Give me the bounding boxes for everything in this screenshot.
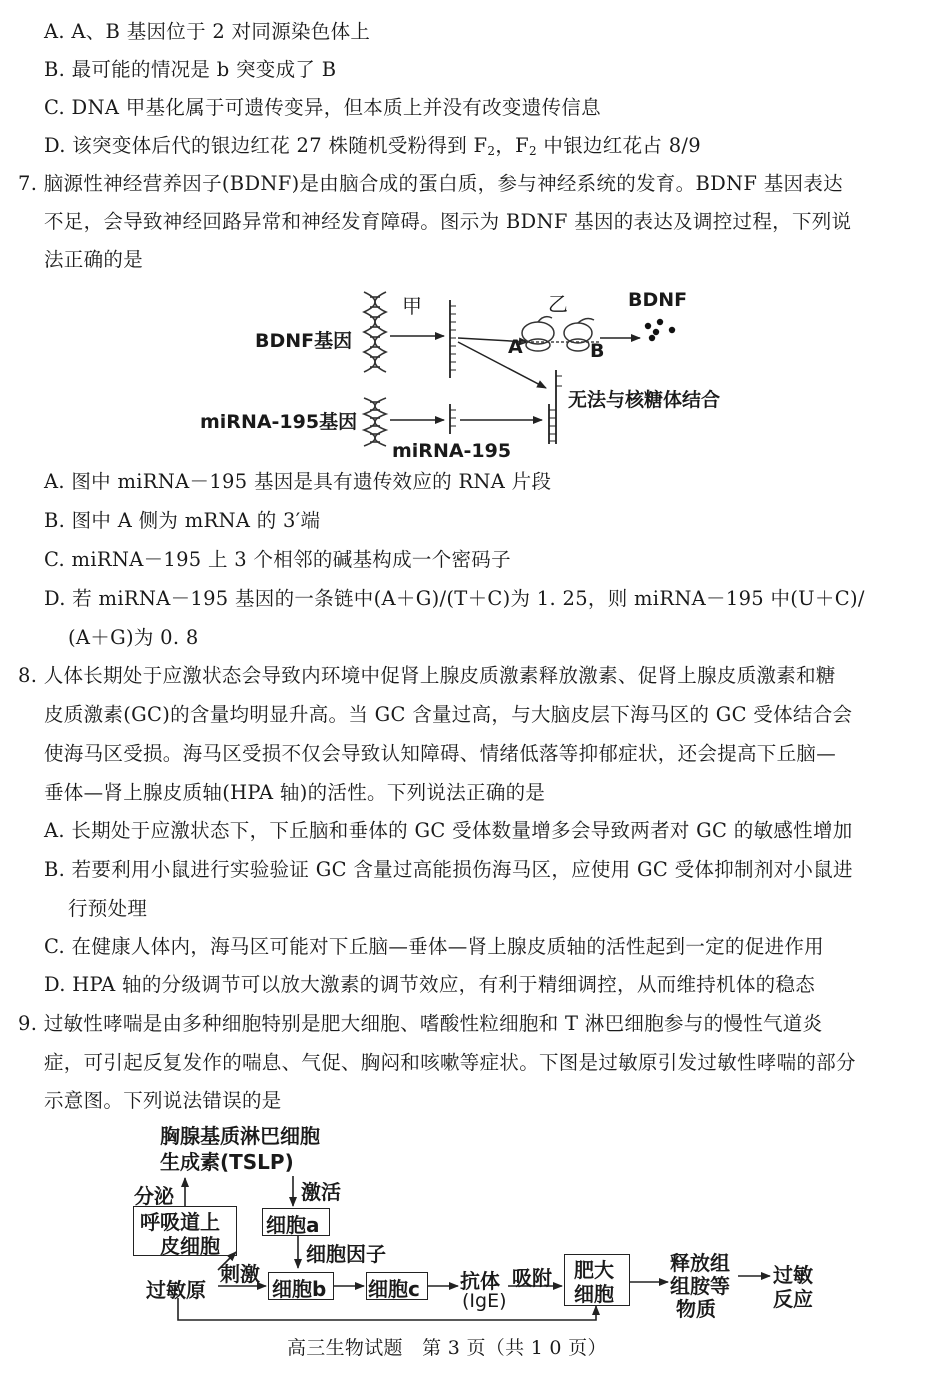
allergen-label: 过敏原 [146,1278,206,1302]
airway-label-1: 呼吸道上 [140,1210,220,1234]
q7-stem-line-1: 7. 脑源性神经营养因子(BDNF)是由脑合成的蛋白质，参与神经系统的发育。BDNF 基因表达 [18,172,843,195]
reaction-label-1: 过敏 [773,1263,813,1287]
cell-b-label: 细胞b [272,1277,327,1301]
label-no-ribosome-binding: 无法与核糖体结合 [568,389,721,411]
cell-c-label: 细胞c [368,1277,420,1301]
cytokine-label: 细胞因子 [306,1242,386,1266]
q6-option-b: B. 最可能的情况是 b 突变成了 B [44,58,337,81]
q9-stem-line-1: 9. 过敏性哮喘是由多种细胞特别是肥大细胞、嗜酸性粒细胞和 T 淋巴细胞参与的慢性气道炎 [18,1012,823,1035]
label-yi: 乙 [548,292,568,316]
q9-stem-line-2: 症，可引起反复发作的喘息、气促、胸闷和咳嗽等症状。下图是过敏原引发过敏性哮喘的部分 [44,1051,856,1074]
q7-option-b: B. 图中 A 侧为 mRNA 的 3′端 [44,509,321,532]
q6-option-c: C. DNA 甲基化属于可遗传变异，但本质上并没有改变遗传信息 [44,96,601,119]
adsorb-label: 吸附 [512,1266,552,1290]
page-footer: 高三生物试题 第 3 页（共 1 0 页） [287,1337,607,1359]
secrete-label: 分泌 [134,1184,174,1208]
q8-stem-line-2: 皮质激素(GC)的含量均明显升高。当 GC 含量过高，与大脑皮层下海马区的 GC 受体结合会 [44,703,853,726]
q8-option-d: D. HPA 轴的分级调节可以放大激素的调节效应，有利于精细调控，从而维持机体的稳态 [44,973,816,996]
label-mirna: miRNA-195 [392,440,512,462]
release-label-1: 释放组 [670,1251,730,1275]
label-mirna-gene: miRNA-195基因 [200,411,358,433]
q6-option-d: D. 该突变体后代的银边红花 27 株随机受粉得到 $F_2$，$F_2$ 中银边红花占 8/9 [44,134,701,158]
mast-label-2: 细胞 [574,1282,614,1306]
label-a-end: A [508,336,523,358]
q8-stem-line-4: 垂体—肾上腺皮质轴(HPA 轴)的活性。下列说法正确的是 [44,781,546,804]
activate-label: 激活 [301,1180,341,1204]
label-bdnf-protein: BDNF [628,289,688,311]
q9-stem-line-3: 示意图。下列说法错误的是 [44,1089,282,1112]
release-label-2: 组胺等 [670,1274,730,1298]
antibody-label-1: 抗体 [460,1269,500,1293]
q7-stem-line-3: 法正确的是 [44,248,144,271]
q7-option-a: A. 图中 miRNA－195 基因是具有遗传效应的 RNA 片段 [44,470,552,493]
q7-option-c: C. miRNA－195 上 3 个相邻的碱基构成一个密码子 [44,548,511,571]
q7-option-d-cont: (A＋G)为 0. 8 [68,626,199,649]
label-b-end: B [590,340,605,362]
q7-option-d: D. 若 miRNA－195 基因的一条链中(A＋G)/(T＋C)为 1. 25，则 miRNA－195 中(U＋C)/ [44,587,865,610]
q8-stem-line-3: 使海马区受损。海马区受损不仅会导致认知障碍、情绪低落等抑郁症状，还会提高下丘脑— [44,742,837,765]
q7-stem-line-2: 不足，会导致神经回路异常和神经发育障碍。图示为 BDNF 基因的表达及调控过程，下列说 [44,210,852,233]
label-bdnf-gene: BDNF基因 [255,330,353,352]
tslp-label-2: 生成素(TSLP) [160,1150,294,1174]
label-jia: 甲 [402,294,422,318]
airway-label-2: 皮细胞 [160,1234,220,1258]
release-label-3: 物质 [676,1297,716,1321]
q8-option-c: C. 在健康人体内，海马区可能对下丘脑—垂体—肾上腺皮质轴的活性起到一定的促进作用 [44,935,824,958]
antibody-label-2: (IgE) [462,1290,507,1312]
q8-stem-line-1: 8. 人体长期处于应激状态会导致内环境中促肾上腺皮质激素释放激素、促肾上腺皮质激素和糖 [18,664,836,687]
tslp-label-1: 胸腺基质淋巴细胞 [160,1124,320,1148]
q8-option-b: B. 若要利用小鼠进行实验验证 GC 含量过高能损伤海马区，应使用 GC 受体抑制剂对小鼠进 [44,858,853,881]
mast-label-1: 肥大 [574,1258,614,1282]
q6-option-a: A. A、B 基因位于 2 对同源染色体上 [44,20,371,43]
stimulate-label: 刺激 [220,1262,260,1286]
q8-option-a: A. 长期处于应激状态下，下丘脑和垂体的 GC 受体数量增多会导致两者对 GC 的敏感性增加 [44,819,853,842]
cell-a-label: 细胞a [266,1213,320,1237]
q8-option-b-cont: 行预处理 [68,897,148,920]
reaction-label-2: 反应 [773,1287,813,1311]
